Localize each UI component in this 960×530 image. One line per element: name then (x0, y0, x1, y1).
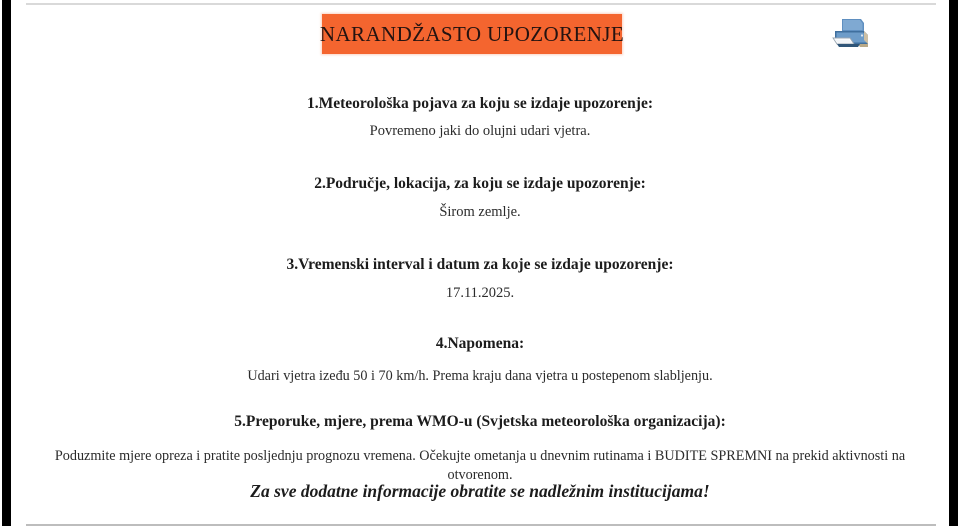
section-3-heading: 3.Vremenski interval i datum za koje se izdaje upozorenje: (286, 256, 674, 273)
alert-title-banner (319, 14, 625, 54)
section-1-body: Povremeno jaki do olujni udari vjetra. (369, 123, 591, 139)
section-1-heading: 1.Meteorološka pojava za koju se izdaje upozorenje: (307, 95, 653, 112)
section-2-body: Širom zemlje. (439, 204, 521, 220)
section-4-body: Udari vjetra izeđu 50 i 70 km/h. Prema kraju dana vjetra u postepenom slabljenju. (247, 368, 713, 384)
section-2-heading: 2.Područje, lokacija, za koju se izdaje upozorenje: (314, 175, 646, 192)
document-content (14, 0, 946, 530)
section-3-body: 17.11.2025. (445, 285, 515, 301)
alert-title-text: NARANDŽASTO UPOZORENJE (319, 21, 625, 46)
page-left-edge-bar (2, 0, 11, 526)
printer-icon[interactable] (828, 14, 872, 54)
section-5-heading: 5.Preporuke, mjere, prema WMO-u (Svjetska meteorološka organizacija): (234, 413, 726, 430)
section-4-heading: 4.Napomena: (435, 335, 525, 352)
closing-statement: Za sve dodatne informacije obratite se nadležnim institucijama! (250, 481, 710, 501)
page-right-edge-bar (949, 0, 958, 526)
section-5-body: Poduzmite mjere opreza i pratite posljednju prognozu vremena. Očekujte ometanja u dnevnim rutinama i BUDITE SPREMNI na prekid aktivnosti na otvorenom. (54, 448, 906, 483)
